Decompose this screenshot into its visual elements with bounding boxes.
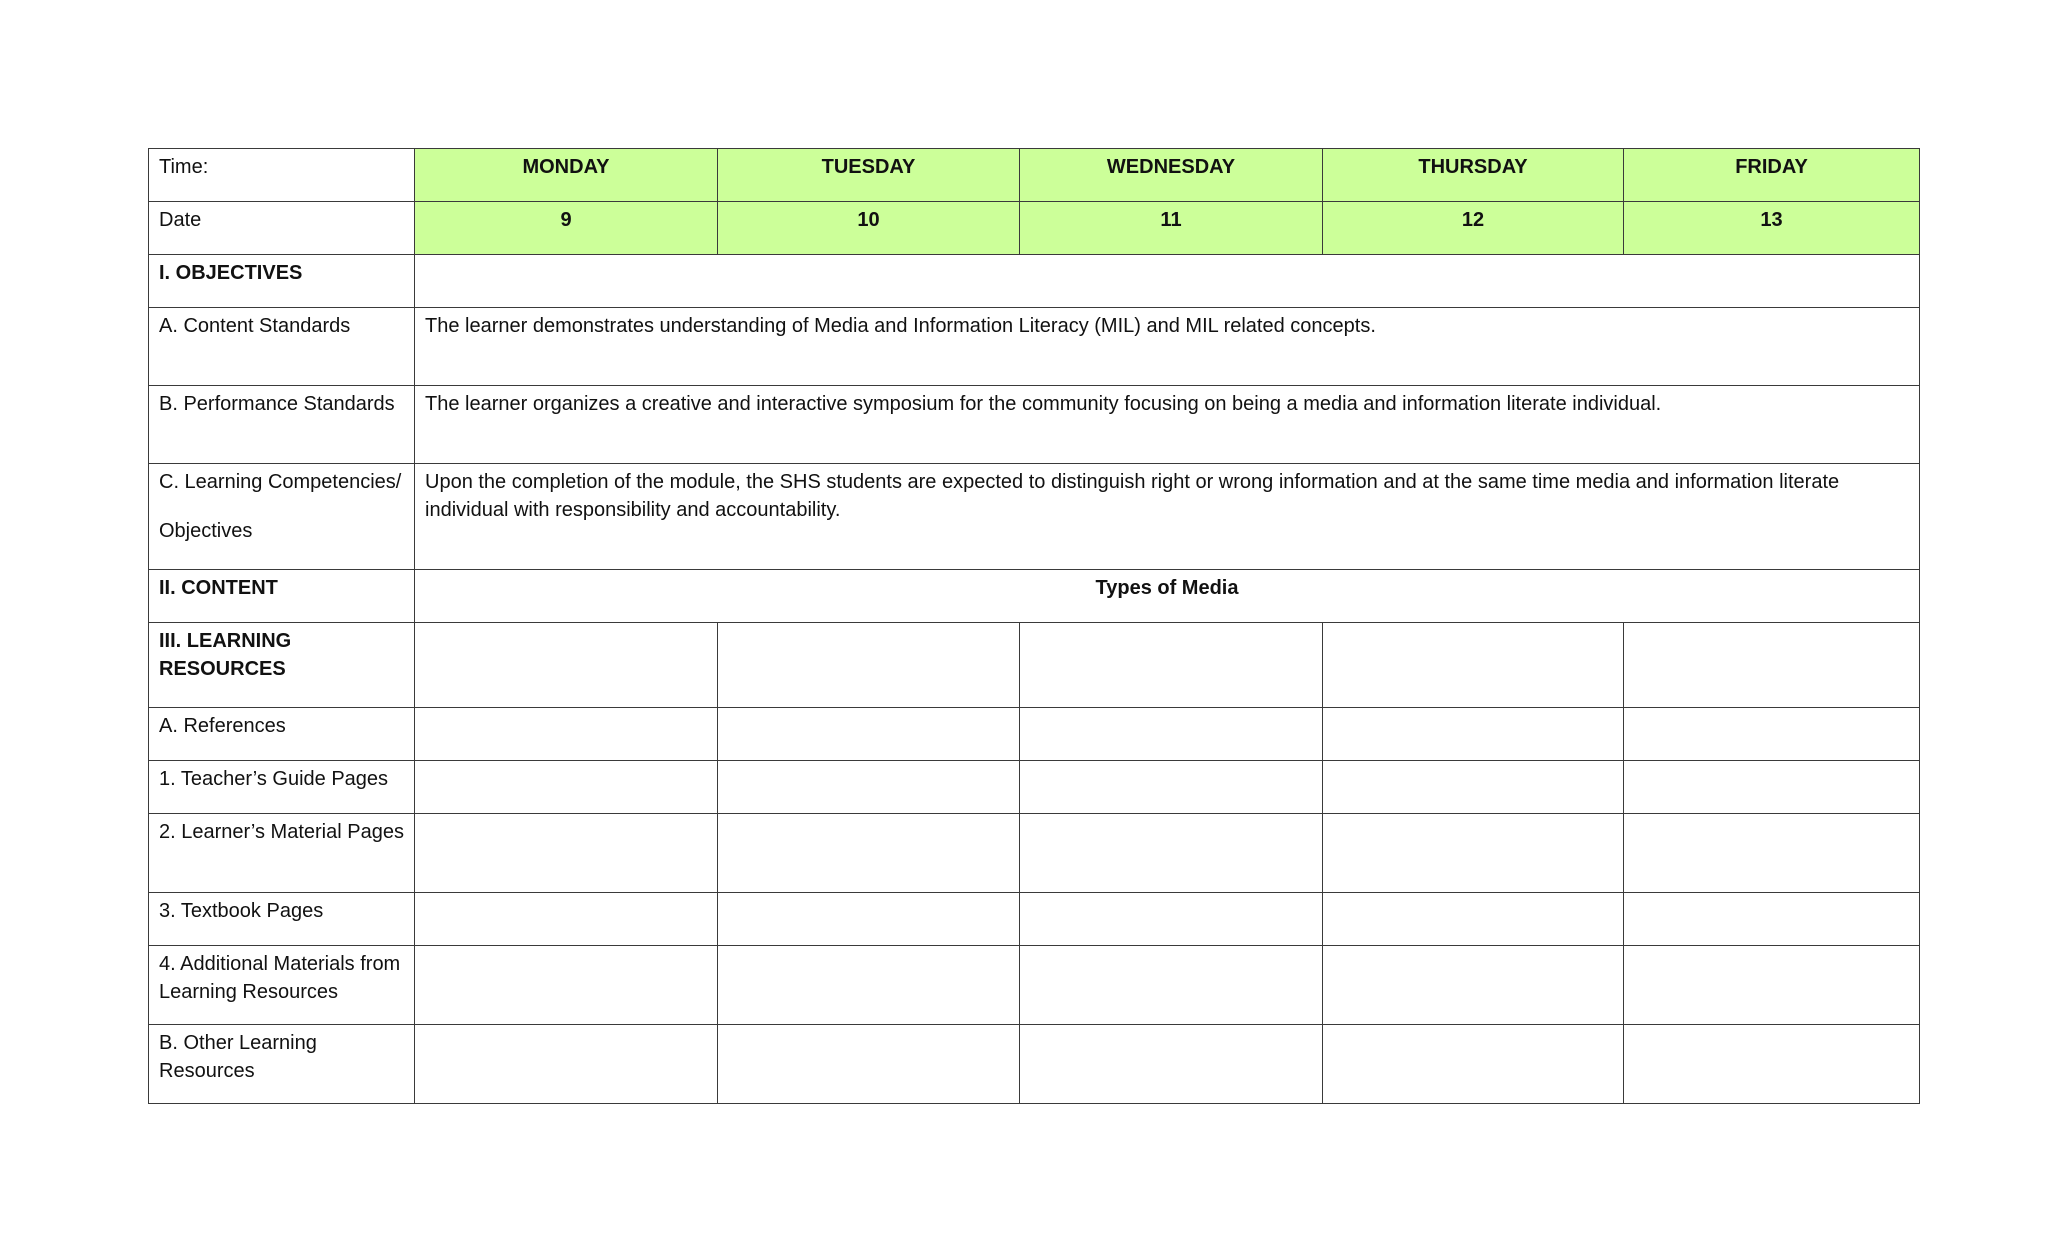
teachers-guide-cell-monday: [415, 761, 718, 814]
textbook-cell-thursday: [1323, 893, 1624, 946]
daily-lesson-log-table: [148, 148, 1920, 1104]
objectives-heading: I. OBJECTIVES: [149, 255, 415, 308]
learners-material-label: 2. Learner’s Material Pages: [149, 814, 415, 893]
learning-resources-cell-wednesday: [1020, 623, 1323, 708]
references-row: [149, 708, 1920, 761]
references-cell-friday: [1624, 708, 1920, 761]
time-row: [149, 149, 1920, 202]
day-header-wednesday: WEDNESDAY: [1020, 149, 1323, 202]
content-standards-text: The learner demonstrates understanding of Media and Information Literacy (MIL) and MIL related concepts.: [415, 308, 1920, 386]
objectives-heading-blank: [415, 255, 1920, 308]
additional-materials-cell-tuesday: [718, 946, 1020, 1025]
other-resources-cell-friday: [1624, 1025, 1920, 1104]
date-friday: 13: [1624, 202, 1920, 255]
other-resources-row: [149, 1025, 1920, 1104]
learning-resources-cell-tuesday: [718, 623, 1020, 708]
references-label: A. References: [149, 708, 415, 761]
learning-competencies-label-line1: C. Learning Competencies/: [159, 471, 402, 493]
learners-material-cell-friday: [1624, 814, 1920, 893]
textbook-cell-wednesday: [1020, 893, 1323, 946]
learning-resources-cell-thursday: [1323, 623, 1624, 708]
time-label: Time:: [149, 149, 415, 202]
learners-material-cell-tuesday: [718, 814, 1020, 893]
additional-materials-cell-monday: [415, 946, 718, 1025]
date-tuesday: 10: [718, 202, 1020, 255]
additional-materials-row: [149, 946, 1920, 1025]
date-monday: 9: [415, 202, 718, 255]
other-resources-cell-thursday: [1323, 1025, 1624, 1104]
teachers-guide-cell-wednesday: [1020, 761, 1323, 814]
learning-competencies-text: Upon the completion of the module, the SHS students are expected to distinguish right or wrong information and at the same time media and information literate individual with responsibility and accountability.: [415, 464, 1920, 570]
learners-material-cell-monday: [415, 814, 718, 893]
performance-standards-text: The learner organizes a creative and interactive symposium for the community focusing on being a media and information literate individual.: [415, 386, 1920, 464]
day-header-monday: MONDAY: [415, 149, 718, 202]
references-cell-thursday: [1323, 708, 1624, 761]
learning-competencies-row: [149, 464, 1920, 570]
other-resources-label: B. Other Learning Resources: [149, 1025, 415, 1104]
performance-standards-row: [149, 386, 1920, 464]
teachers-guide-cell-thursday: [1323, 761, 1624, 814]
content-standards-row: [149, 308, 1920, 386]
learners-material-cell-wednesday: [1020, 814, 1323, 893]
textbook-row: [149, 893, 1920, 946]
additional-materials-label: 4. Additional Materials from Learning Resources: [149, 946, 415, 1025]
content-topic: Types of Media: [415, 570, 1920, 623]
day-header-friday: FRIDAY: [1624, 149, 1920, 202]
content-heading: II. CONTENT: [149, 570, 415, 623]
learning-competencies-label-line2: Objectives: [159, 520, 253, 542]
date-wednesday: 11: [1020, 202, 1323, 255]
textbook-cell-monday: [415, 893, 718, 946]
learning-resources-cell-friday: [1624, 623, 1920, 708]
content-row: [149, 570, 1920, 623]
date-row: [149, 202, 1920, 255]
content-standards-label: A. Content Standards: [149, 308, 415, 386]
objectives-heading-row: [149, 255, 1920, 308]
day-header-thursday: THURSDAY: [1323, 149, 1624, 202]
references-cell-tuesday: [718, 708, 1020, 761]
other-resources-cell-monday: [415, 1025, 718, 1104]
learning-resources-heading: III. LEARNING RESOURCES: [149, 623, 415, 708]
additional-materials-cell-thursday: [1323, 946, 1624, 1025]
date-thursday: 12: [1323, 202, 1624, 255]
additional-materials-cell-friday: [1624, 946, 1920, 1025]
learners-material-cell-thursday: [1323, 814, 1624, 893]
teachers-guide-cell-tuesday: [718, 761, 1020, 814]
additional-materials-cell-wednesday: [1020, 946, 1323, 1025]
teachers-guide-row: [149, 761, 1920, 814]
references-cell-wednesday: [1020, 708, 1323, 761]
day-header-tuesday: TUESDAY: [718, 149, 1020, 202]
teachers-guide-label: 1. Teacher’s Guide Pages: [149, 761, 415, 814]
date-label: Date: [149, 202, 415, 255]
other-resources-cell-wednesday: [1020, 1025, 1323, 1104]
other-resources-cell-tuesday: [718, 1025, 1020, 1104]
learners-material-row: [149, 814, 1920, 893]
performance-standards-label: B. Performance Standards: [149, 386, 415, 464]
teachers-guide-cell-friday: [1624, 761, 1920, 814]
textbook-label: 3. Textbook Pages: [149, 893, 415, 946]
learning-resources-heading-row: [149, 623, 1920, 708]
learning-resources-cell-monday: [415, 623, 718, 708]
textbook-cell-friday: [1624, 893, 1920, 946]
learning-competencies-label: [149, 464, 415, 570]
textbook-cell-tuesday: [718, 893, 1020, 946]
references-cell-monday: [415, 708, 718, 761]
